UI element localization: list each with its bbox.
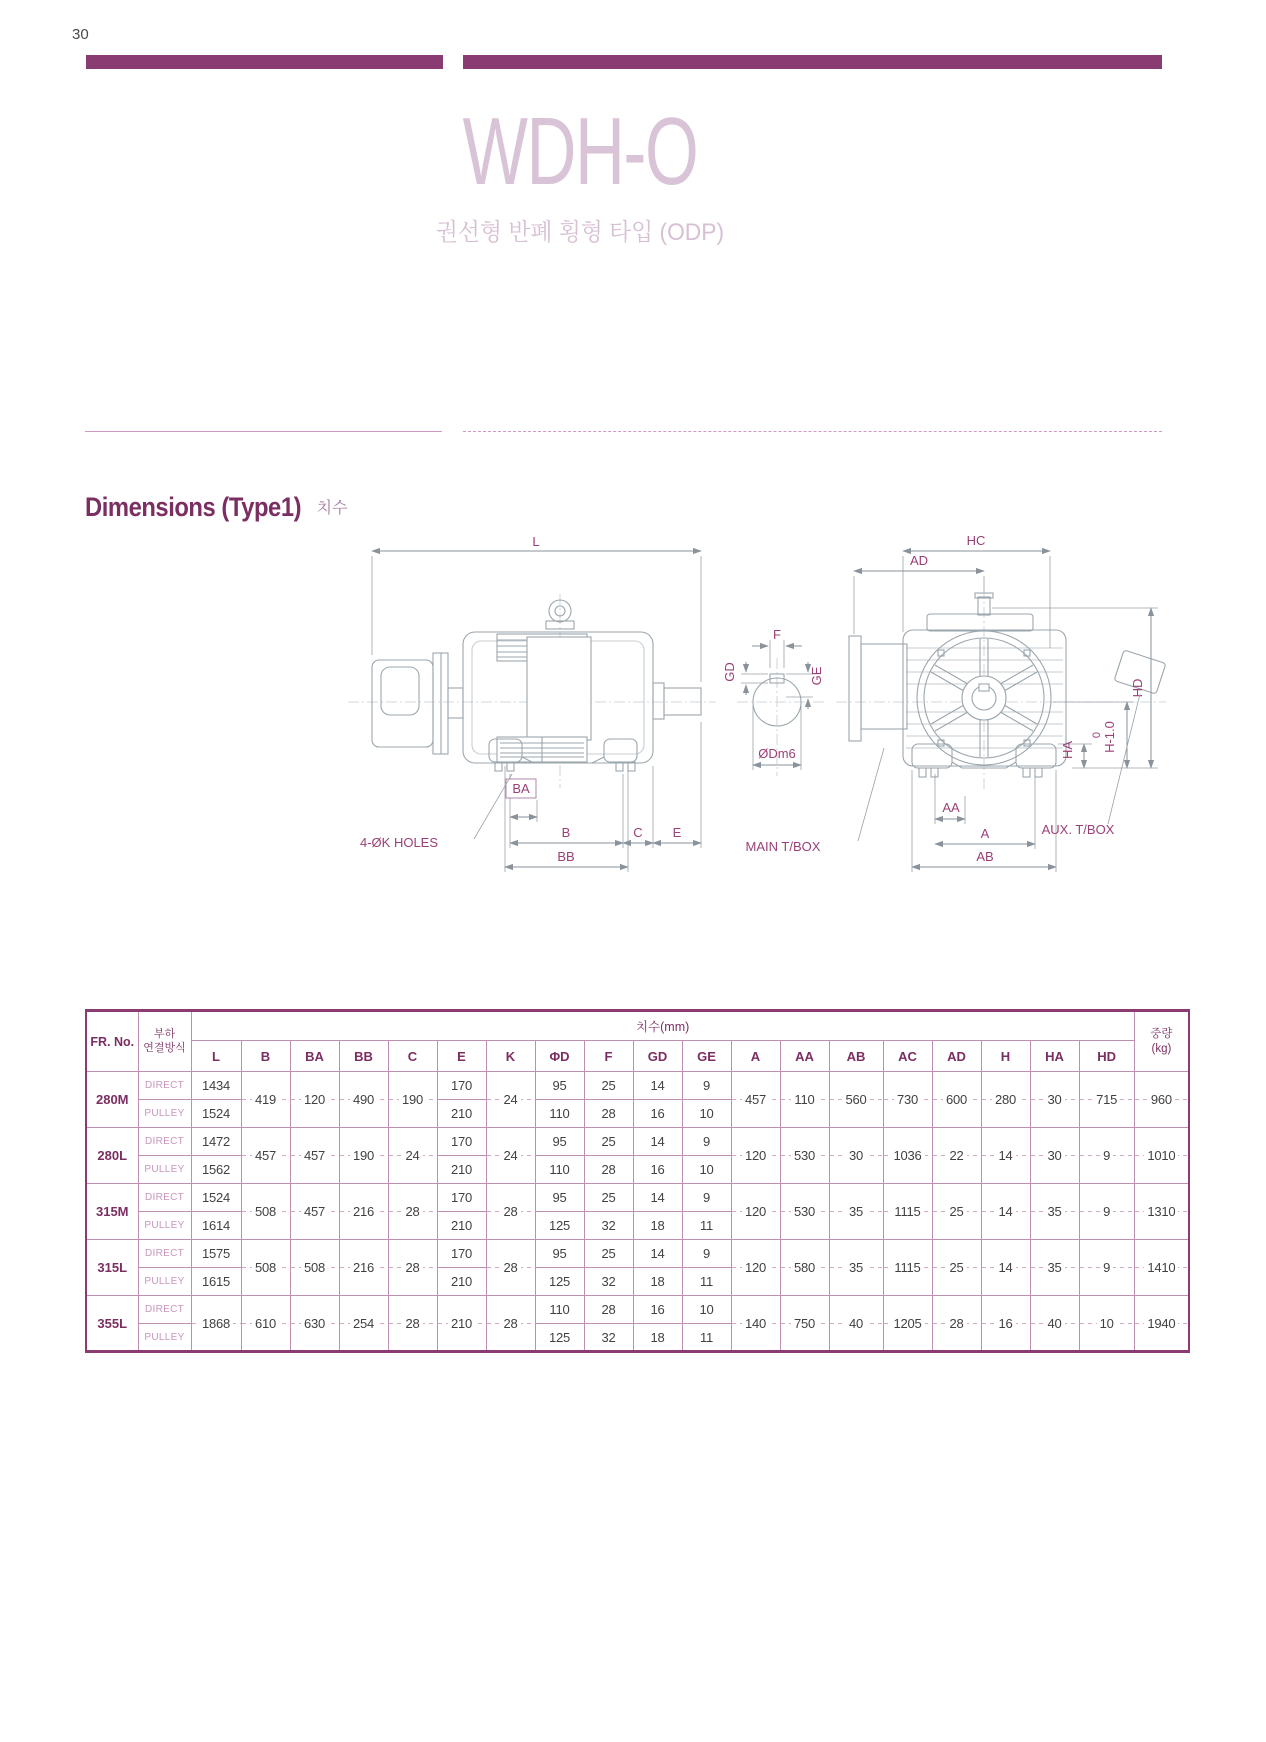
dim-value-cell: 28 bbox=[932, 1296, 981, 1352]
dim-value-cell: 95 bbox=[535, 1184, 584, 1212]
fr-no-cell: 315M bbox=[86, 1184, 138, 1240]
dim-value-cell: 10 bbox=[1079, 1296, 1134, 1352]
weight-cell: 1410 bbox=[1134, 1240, 1189, 1296]
dim-value-cell: 9 bbox=[682, 1128, 731, 1156]
header-col-ge: GE bbox=[682, 1041, 731, 1072]
header-col-ac: AC bbox=[883, 1041, 932, 1072]
dim-value-cell: 16 bbox=[633, 1296, 682, 1324]
dim-value-cell: 715 bbox=[1079, 1072, 1134, 1128]
holes-label: 4-ØK HOLES bbox=[359, 835, 439, 850]
load-method-cell: DIRECT bbox=[138, 1240, 191, 1268]
dim-value-cell: 110 bbox=[535, 1296, 584, 1324]
dim-value-cell: 35 bbox=[829, 1184, 883, 1240]
dim-label-a: A bbox=[980, 826, 990, 841]
dim-label-b: B bbox=[561, 825, 571, 840]
dim-value-cell: 457 bbox=[731, 1072, 780, 1128]
load-method-cell: DIRECT bbox=[138, 1072, 191, 1100]
dim-value-cell: 110 bbox=[780, 1072, 829, 1128]
header-fr-no: FR. No. bbox=[86, 1011, 138, 1072]
fr-no-cell: 280M bbox=[86, 1072, 138, 1128]
dimensions-table bbox=[85, 1009, 1190, 1353]
dim-value-cell: 30 bbox=[829, 1128, 883, 1184]
dim-label-ba: BA bbox=[512, 781, 530, 796]
dim-value-cell: 1434 bbox=[191, 1072, 241, 1100]
dim-label-c: C bbox=[633, 825, 643, 840]
dim-value-cell: 140 bbox=[731, 1296, 780, 1352]
dim-value-cell: 120 bbox=[731, 1184, 780, 1240]
product-title: WDH-O bbox=[462, 98, 698, 205]
dim-value-cell: 210 bbox=[437, 1100, 486, 1128]
dim-value-cell: 35 bbox=[1030, 1240, 1079, 1296]
dim-value-cell: 18 bbox=[633, 1268, 682, 1296]
dim-value-cell: 170 bbox=[437, 1128, 486, 1156]
header-col-f: F bbox=[584, 1041, 633, 1072]
dim-value-cell: 254 bbox=[339, 1296, 388, 1352]
divider-right bbox=[463, 431, 1162, 432]
dim-value-cell: 11 bbox=[682, 1212, 731, 1240]
load-method-cell: PULLEY bbox=[138, 1324, 191, 1352]
dim-label-ab: AB bbox=[976, 849, 994, 864]
dim-value-cell: 9 bbox=[1079, 1240, 1134, 1296]
header-col-gd: GD bbox=[633, 1041, 682, 1072]
dim-value-cell: 30 bbox=[1030, 1128, 1079, 1184]
fr-no-cell: 315L bbox=[86, 1240, 138, 1296]
header-col-φd: ΦD bbox=[535, 1041, 584, 1072]
dim-value-cell: 580 bbox=[780, 1240, 829, 1296]
table-row bbox=[86, 1184, 1189, 1212]
header-col-ha: HA bbox=[1030, 1041, 1079, 1072]
header-weight: 중량 (kg) bbox=[1134, 1011, 1189, 1072]
dim-label-gd: GD bbox=[722, 662, 737, 682]
header-col-e: E bbox=[437, 1041, 486, 1072]
dim-value-cell: 125 bbox=[535, 1212, 584, 1240]
dim-value-cell: 120 bbox=[731, 1240, 780, 1296]
header-col-k: K bbox=[486, 1041, 535, 1072]
dim-label-hc: HC bbox=[966, 535, 986, 548]
dim-value-cell: 28 bbox=[486, 1184, 535, 1240]
dim-value-cell: 14 bbox=[981, 1240, 1030, 1296]
dim-value-cell: 28 bbox=[486, 1240, 535, 1296]
dim-value-cell: 560 bbox=[829, 1072, 883, 1128]
dim-value-cell: 25 bbox=[584, 1240, 633, 1268]
dim-label-f: F bbox=[773, 627, 781, 642]
page-number: 30 bbox=[72, 26, 89, 43]
dim-value-cell: 170 bbox=[437, 1072, 486, 1100]
dim-value-cell: 110 bbox=[535, 1100, 584, 1128]
fr-no-cell: 355L bbox=[86, 1296, 138, 1352]
header-col-ba: BA bbox=[290, 1041, 339, 1072]
header-dimensions-mm: 치수(mm) bbox=[191, 1011, 1134, 1041]
dim-value-cell: 508 bbox=[241, 1240, 290, 1296]
dim-value-cell: 508 bbox=[241, 1184, 290, 1240]
weight-cell: 960 bbox=[1134, 1072, 1189, 1128]
header-col-c: C bbox=[388, 1041, 437, 1072]
section-heading bbox=[85, 492, 347, 523]
dim-label-bb: BB bbox=[557, 849, 575, 864]
dim-value-cell: 28 bbox=[584, 1100, 633, 1128]
dim-value-cell: 419 bbox=[241, 1072, 290, 1128]
fr-no-cell: 280L bbox=[86, 1128, 138, 1184]
dim-value-cell: 1115 bbox=[883, 1184, 932, 1240]
dim-value-cell: 190 bbox=[388, 1072, 437, 1128]
header-col-l: L bbox=[191, 1041, 241, 1072]
table-row bbox=[86, 1072, 1189, 1100]
dim-value-cell: 14 bbox=[633, 1072, 682, 1100]
dim-value-cell: 18 bbox=[633, 1324, 682, 1352]
table-body bbox=[86, 1072, 1189, 1352]
dim-value-cell: 210 bbox=[437, 1296, 486, 1352]
dim-label-h-tolerance: H-1.0 bbox=[1102, 721, 1117, 753]
dim-value-cell: 630 bbox=[290, 1296, 339, 1352]
dim-value-cell: 28 bbox=[388, 1184, 437, 1240]
dim-value-cell: 9 bbox=[1079, 1128, 1134, 1184]
dim-value-cell: 10 bbox=[682, 1296, 731, 1324]
dim-value-cell: 14 bbox=[633, 1184, 682, 1212]
load-method-cell: PULLEY bbox=[138, 1100, 191, 1128]
dim-value-cell: 14 bbox=[633, 1240, 682, 1268]
dim-value-cell: 120 bbox=[290, 1072, 339, 1128]
dim-value-cell: 30 bbox=[1030, 1072, 1079, 1128]
dim-value-cell: 16 bbox=[633, 1156, 682, 1184]
aux-tbox-label: AUX. T/BOX bbox=[1041, 822, 1115, 837]
dim-value-cell: 16 bbox=[633, 1100, 682, 1128]
dim-value-cell: 95 bbox=[535, 1128, 584, 1156]
load-method-cell: PULLEY bbox=[138, 1268, 191, 1296]
dim-value-cell: 1472 bbox=[191, 1128, 241, 1156]
dim-value-cell: 1524 bbox=[191, 1100, 241, 1128]
dim-value-cell: 190 bbox=[339, 1128, 388, 1184]
dim-value-cell: 120 bbox=[731, 1128, 780, 1184]
dim-value-cell: 35 bbox=[1030, 1184, 1079, 1240]
accent-bar-right bbox=[463, 55, 1162, 69]
load-method-cell: DIRECT bbox=[138, 1296, 191, 1324]
dim-value-cell: 95 bbox=[535, 1240, 584, 1268]
dim-value-cell: 9 bbox=[682, 1072, 731, 1100]
dim-label-e: E bbox=[672, 825, 682, 840]
tolerance-zero-label: 0 bbox=[1091, 731, 1103, 739]
dim-value-cell: 25 bbox=[584, 1184, 633, 1212]
dim-value-cell: 457 bbox=[241, 1128, 290, 1184]
dim-value-cell: 1115 bbox=[883, 1240, 932, 1296]
dim-value-cell: 35 bbox=[829, 1240, 883, 1296]
dim-value-cell: 25 bbox=[584, 1072, 633, 1100]
header-col-a: A bbox=[731, 1041, 780, 1072]
motor-side-view bbox=[348, 535, 716, 872]
dim-value-cell: 24 bbox=[388, 1128, 437, 1184]
dim-value-cell: 216 bbox=[339, 1184, 388, 1240]
dim-value-cell: 10 bbox=[682, 1100, 731, 1128]
dim-value-cell: 14 bbox=[981, 1184, 1030, 1240]
dim-value-cell: 457 bbox=[290, 1128, 339, 1184]
dim-value-cell: 95 bbox=[535, 1072, 584, 1100]
dim-value-cell: 210 bbox=[437, 1156, 486, 1184]
header-col-ab: AB bbox=[829, 1041, 883, 1072]
divider-left bbox=[85, 431, 442, 432]
section-title-suffix: 치수 bbox=[316, 500, 348, 517]
shaft-end-detail bbox=[722, 627, 826, 776]
dim-value-cell: 40 bbox=[1030, 1296, 1079, 1352]
weight-cell: 1940 bbox=[1134, 1296, 1189, 1352]
dim-value-cell: 28 bbox=[388, 1240, 437, 1296]
dim-value-cell: 11 bbox=[682, 1324, 731, 1352]
dim-value-cell: 28 bbox=[584, 1296, 633, 1324]
dim-value-cell: 125 bbox=[535, 1324, 584, 1352]
header-load-method: 부하 연결방식 bbox=[138, 1011, 191, 1072]
dim-value-cell: 1562 bbox=[191, 1156, 241, 1184]
section-title: Dimensions (Type1) bbox=[85, 492, 302, 522]
header-col-aa: AA bbox=[780, 1041, 829, 1072]
accent-bar-left bbox=[86, 55, 443, 69]
load-method-cell: PULLEY bbox=[138, 1212, 191, 1240]
dim-value-cell: 25 bbox=[932, 1184, 981, 1240]
dim-value-cell: 9 bbox=[682, 1184, 731, 1212]
dim-value-cell: 1614 bbox=[191, 1212, 241, 1240]
dim-value-cell: 14 bbox=[633, 1128, 682, 1156]
dim-value-cell: 16 bbox=[981, 1296, 1030, 1352]
load-method-cell: DIRECT bbox=[138, 1184, 191, 1212]
dim-value-cell: 750 bbox=[780, 1296, 829, 1352]
dim-value-cell: 28 bbox=[584, 1156, 633, 1184]
dim-value-cell: 25 bbox=[932, 1240, 981, 1296]
header-row-1 bbox=[86, 1011, 1189, 1041]
dim-value-cell: 22 bbox=[932, 1128, 981, 1184]
header-col-ad: AD bbox=[932, 1041, 981, 1072]
dim-label-ge: GE bbox=[809, 666, 824, 686]
dim-value-cell: 490 bbox=[339, 1072, 388, 1128]
shaft-diameter-label: ØDm6 bbox=[758, 746, 796, 761]
dim-value-cell: 530 bbox=[780, 1128, 829, 1184]
dim-value-cell: 216 bbox=[339, 1240, 388, 1296]
title-block bbox=[380, 98, 780, 247]
table-row bbox=[86, 1240, 1189, 1268]
dim-value-cell: 32 bbox=[584, 1268, 633, 1296]
dim-value-cell: 24 bbox=[486, 1128, 535, 1184]
dim-value-cell: 457 bbox=[290, 1184, 339, 1240]
header-col-bb: BB bbox=[339, 1041, 388, 1072]
dim-value-cell: 170 bbox=[437, 1240, 486, 1268]
dim-label-l: L bbox=[532, 535, 540, 549]
dim-value-cell: 28 bbox=[486, 1296, 535, 1352]
load-method-cell: PULLEY bbox=[138, 1156, 191, 1184]
dim-value-cell: 40 bbox=[829, 1296, 883, 1352]
dim-value-cell: 125 bbox=[535, 1268, 584, 1296]
dim-value-cell: 1615 bbox=[191, 1268, 241, 1296]
dim-value-cell: 280 bbox=[981, 1072, 1030, 1128]
dim-value-cell: 110 bbox=[535, 1156, 584, 1184]
dim-value-cell: 730 bbox=[883, 1072, 932, 1128]
dim-value-cell: 530 bbox=[780, 1184, 829, 1240]
weight-cell: 1010 bbox=[1134, 1128, 1189, 1184]
dim-value-cell: 18 bbox=[633, 1212, 682, 1240]
dim-value-cell: 1524 bbox=[191, 1184, 241, 1212]
weight-cell: 1310 bbox=[1134, 1184, 1189, 1240]
table-row bbox=[86, 1128, 1189, 1156]
header-row-2 bbox=[86, 1041, 1189, 1072]
header-col-b: B bbox=[241, 1041, 290, 1072]
main-tbox-label: MAIN T/BOX bbox=[745, 839, 821, 854]
dim-value-cell: 1575 bbox=[191, 1240, 241, 1268]
dim-label-aa: AA bbox=[942, 800, 960, 815]
dim-value-cell: 11 bbox=[682, 1268, 731, 1296]
dimension-drawing bbox=[330, 535, 1170, 875]
product-subtitle: 권선형 반폐 횡형 타입 (ODP) bbox=[435, 219, 725, 246]
dim-value-cell: 32 bbox=[584, 1324, 633, 1352]
dim-value-cell: 25 bbox=[584, 1128, 633, 1156]
dim-value-cell: 32 bbox=[584, 1212, 633, 1240]
dim-value-cell: 610 bbox=[241, 1296, 290, 1352]
dim-value-cell: 600 bbox=[932, 1072, 981, 1128]
dim-value-cell: 28 bbox=[388, 1296, 437, 1352]
dim-label-ha: HA bbox=[1060, 740, 1075, 760]
table-header bbox=[86, 1011, 1189, 1072]
dim-label-hd: HD bbox=[1130, 678, 1145, 698]
dim-value-cell: 508 bbox=[290, 1240, 339, 1296]
dim-label-ad: AD bbox=[909, 553, 929, 568]
dim-value-cell: 24 bbox=[486, 1072, 535, 1128]
dim-value-cell: 14 bbox=[981, 1128, 1030, 1184]
header-col-h: H bbox=[981, 1041, 1030, 1072]
motor-front-view bbox=[746, 535, 1166, 872]
dim-value-cell: 170 bbox=[437, 1184, 486, 1212]
dim-value-cell: 1036 bbox=[883, 1128, 932, 1184]
header-col-hd: HD bbox=[1079, 1041, 1134, 1072]
load-method-cell: DIRECT bbox=[138, 1128, 191, 1156]
dim-value-cell: 210 bbox=[437, 1268, 486, 1296]
dim-value-cell: 10 bbox=[682, 1156, 731, 1184]
dim-value-cell: 1868 bbox=[191, 1296, 241, 1352]
table-row bbox=[86, 1296, 1189, 1324]
dim-value-cell: 1205 bbox=[883, 1296, 932, 1352]
dim-value-cell: 9 bbox=[1079, 1184, 1134, 1240]
dim-value-cell: 210 bbox=[437, 1212, 486, 1240]
dim-value-cell: 9 bbox=[682, 1240, 731, 1268]
